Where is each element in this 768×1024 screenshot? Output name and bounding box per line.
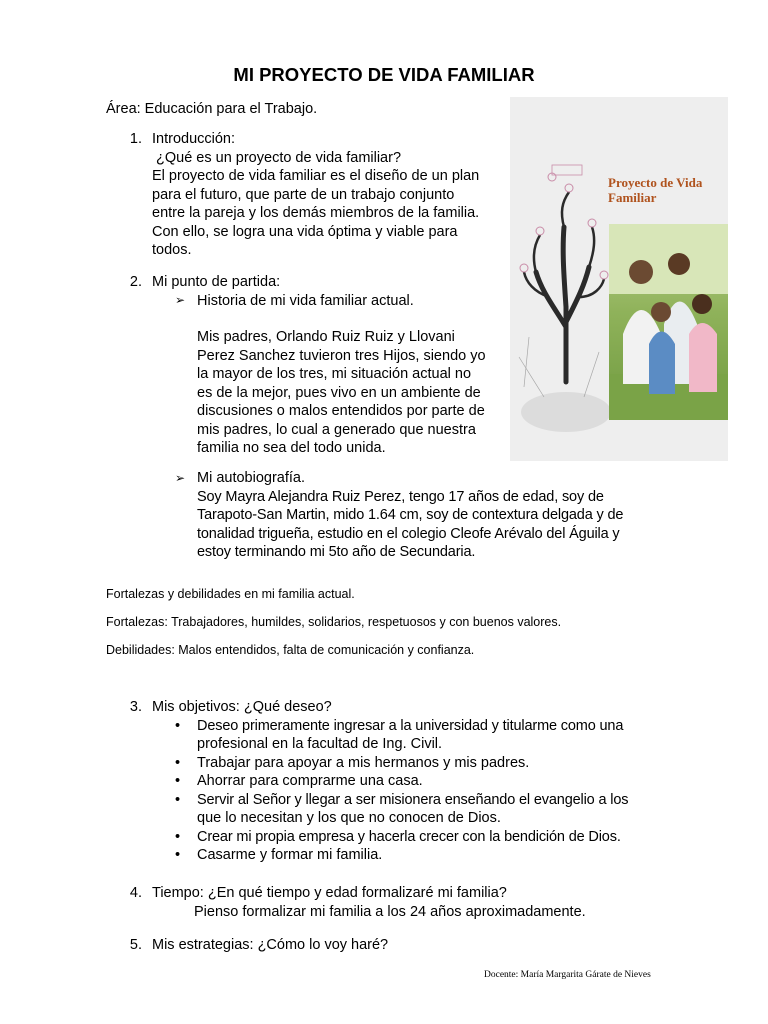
autobiography-line: Soy Mayra Alejandra Ruiz Perez, tengo 17 años de edad, soy de <box>197 488 604 505</box>
tiempo-answer: Pienso formalizar mi familia a los 24 años aproximadamente. <box>194 903 586 920</box>
history-line: mis padres, lo cual a generado que nuestra <box>197 421 476 438</box>
page-title: MI PROYECTO DE VIDA FAMILIAR <box>233 64 535 85</box>
history-line: es de la mejor, pues vivo en un ambiente de <box>197 384 481 401</box>
bullet-icon: • <box>175 828 181 845</box>
objective-item-cont: profesional en la facultad de Ing. Civil. <box>197 736 443 752</box>
history-label: Historia de mi vida familiar actual. <box>197 292 414 309</box>
objective-item: Trabajar para apoyar a mis hermanos y mis padres. <box>197 754 530 771</box>
section-heading: Mis estrategias: ¿Cómo lo voy haré? <box>152 937 389 953</box>
history-line: familia no sea del todo unida. <box>197 440 386 456</box>
objective-item: Servir al Señor y llegar a ser misionera enseñando el evangelio a los <box>197 791 629 808</box>
bullet-icon: • <box>175 717 181 734</box>
family-photo-icon <box>609 224 728 420</box>
section-heading: Introducción: <box>152 131 236 147</box>
section-heading: Tiempo: ¿En qué tiempo y edad formalizaré mi familia? <box>152 885 507 901</box>
intro-line: para el futuro, que parte de un trabajo conjunto <box>152 186 455 203</box>
bullet-icon: • <box>175 754 181 771</box>
history-line: la mayor de los tres, mi situación actual no <box>197 366 472 382</box>
bullet-icon: • <box>175 773 181 789</box>
family-photo <box>609 224 728 420</box>
intro-line: todos. <box>152 242 192 258</box>
section-number: 5. <box>129 937 142 953</box>
history-line: discusiones o malos entendidos por parte de <box>197 403 485 419</box>
fortalezas-line: Fortalezas: Trabajadores, humildes, solidarios, respetuosos y con buenos valores. <box>106 615 562 629</box>
autobiography-line: estoy terminando mi 5to año de Secundaria. <box>197 544 476 560</box>
objective-item: Deseo primeramente ingresar a la universidad y titularme como una <box>197 717 624 734</box>
autobiography-label: Mi autobiografía. <box>197 470 306 486</box>
area-line: Área: Educación para el Trabajo. <box>106 101 318 117</box>
objective-item-cont: que lo necesitan y los que no conocen de Dios. <box>197 810 501 826</box>
objective-item: Ahorrar para comprarme una casa. <box>197 773 423 789</box>
fortalezas-heading: Fortalezas y debilidades en mi familia actual. <box>106 587 355 601</box>
objective-item: Casarme y formar mi familia. <box>197 847 383 863</box>
section-introduccion <box>0 130 510 260</box>
family-project-figure <box>510 97 728 461</box>
section-heading: Mis objetivos: ¿Qué deseo? <box>152 699 332 715</box>
autobiography-line: tonalidad trigueña, estudio en el colegio Cleofe Arévalo del Águila y <box>197 525 620 542</box>
arrow-bullet-icon: ➢ <box>175 293 186 307</box>
family-tree-illustration <box>514 157 614 457</box>
section-number: 1. <box>129 131 142 147</box>
section-tiempo <box>0 884 680 924</box>
arrow-bullet-icon: ➢ <box>175 471 186 485</box>
footer-teacher: Docente: María Margarita Gárate de Nieves <box>484 970 651 980</box>
intro-question: ¿Qué es un proyecto de vida familiar? <box>156 149 402 166</box>
history-line: Perez Sanchez tuvieron tres Hijos, siendo yo <box>197 347 486 364</box>
debilidades-line: Debilidades: Malos entendidos, falta de comunicación y confianza. <box>106 643 475 657</box>
bullet-icon: • <box>175 791 181 808</box>
objective-item: Crear mi propia empresa y hacerla crecer con la bendición de Dios. <box>197 828 621 845</box>
intro-line: El proyecto de vida familiar es el diseño de un plan <box>152 168 480 184</box>
section-heading: Mi punto de partida: <box>152 274 281 290</box>
figure-title: Proyecto de Vida Familiar <box>608 175 703 205</box>
section-number: 3. <box>129 699 142 715</box>
history-line: Mis padres, Orlando Ruiz Ruiz y Llovani <box>197 329 455 345</box>
section-objetivos <box>0 698 680 868</box>
intro-line: Con ello, se logra una vida óptima y viable para <box>152 223 458 240</box>
section-estrategias <box>0 936 680 956</box>
autobiography-line: Tarapoto-San Martin, mido 1.64 cm, soy de contextura delgada y de <box>197 507 624 523</box>
bullet-icon: • <box>175 847 181 863</box>
intro-line: entre la pareja y los demás miembros de la familia. <box>152 205 480 221</box>
section-number: 2. <box>129 274 142 290</box>
section-number: 4. <box>129 885 142 901</box>
